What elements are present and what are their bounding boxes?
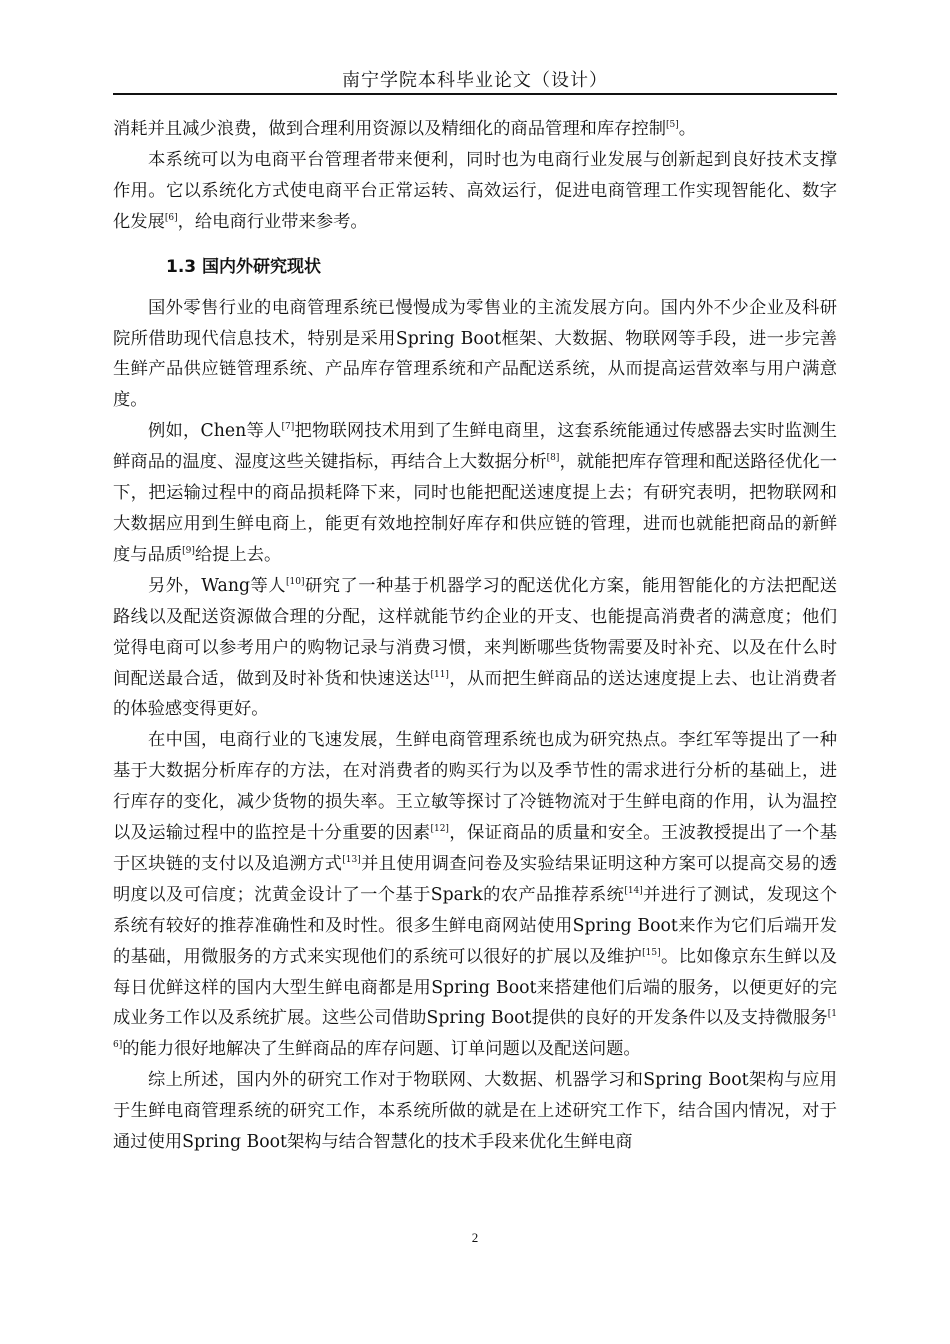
paragraph — [113, 416, 837, 571]
citation-ref: [16] — [113, 1009, 837, 1051]
paragraph-text: ，就能把库存管理和配送路径优化一下，把运输过程中的商品损耗降下来，同时也能把配送速度提上去；有研究表明，把物联网和大数据应用到生鲜电商上，能更有效地控制好库存和供应链的管理，进而也就能把商品的新鲜度与品质 — [113, 452, 837, 565]
paragraph-text: 并进行了测试，发现这个系统有较好的推荐准确性和及时性。很多生鲜电商网站使用Spring Boot来作为它们后端开发的基础，用微服务的方式来实现他们的系统可以很好的扩展以及维护 — [113, 884, 837, 967]
citation-ref: [15] — [642, 947, 661, 958]
citation-ref: [14] — [624, 886, 643, 897]
citation-ref: [7] — [281, 422, 295, 433]
paragraph-text: 。 — [678, 119, 697, 139]
paragraph-text: 给提上去。 — [194, 544, 282, 565]
paragraph: 综上所述，国内外的研究工作对于物联网、大数据、机器学习和Spring Boot架构与应用于生鲜电商管理系统的研究工作，本系统所做的就是在上述研究工作下，结合国内情况，对于通过使用Spring Boot架构与结合智慧化的技术手段来优化生鲜电商 — [113, 1070, 837, 1153]
citation-ref: [12] — [430, 824, 449, 835]
paragraph-text: 另外，Wang等人 — [148, 575, 286, 596]
paragraph-text: 本系统可以为电商平台管理者带来便利，同时也为电商行业发展与创新起到良好技术支撑作用。它以系统化方式使电商平台正常运转、高效运行，促进电商管理工作实现智能化、数字化发展 — [113, 149, 837, 232]
citation-ref: [9] — [182, 546, 195, 557]
paragraph — [113, 571, 837, 726]
citation-ref: [8] — [546, 453, 560, 464]
citation-ref: [10] — [285, 577, 305, 588]
paragraph-text: ，保证商品的质量和安全。王波教授提出了一个基于区块链的支付以及追溯方式 — [113, 823, 837, 874]
running-header: 南宁学院本科毕业论文（设计） — [342, 70, 608, 91]
citation-ref: [11] — [430, 669, 449, 680]
section-heading: 1.3 国内外研究现状 — [166, 256, 322, 277]
paragraph-text: 并且使用调查问卷及实验结果证明这种方案可以提高交易的透明度以及可信度；沈黄金设计了一个基于Spark的农产品推荐系统 — [113, 853, 837, 905]
paragraph — [113, 145, 837, 238]
page-body — [113, 114, 837, 1158]
paragraph-continued — [113, 114, 837, 145]
paragraph-text: ，从而把生鲜商品的送达速度提上去、也让消费者的体验感变得更好。 — [113, 668, 837, 720]
paragraph-text: 的能力很好地解决了生鲜商品的库存问题、订单问题以及配送问题。 — [122, 1039, 641, 1060]
paragraph-text: 。比如像京东生鲜以及每日优鲜这样的国内大型生鲜电商都是用Spring Boot来搭建他们后端的服务，以便更好的完成业务工作以及系统扩展。这些公司借助Spring Boot提供的良好的开发条件以及支持微服务 — [113, 946, 837, 1029]
paragraph-text: 把物联网技术用到了生鲜电商里，这套系统能通过传感器去实时监测生鲜商品的温度、湿度这些关键指标，再结合上大数据分析 — [113, 421, 837, 473]
paragraph-text: 研究了一种基于机器学习的配送优化方案，能用智能化的方法把配送路线以及配送资源做合理的分配，这样就能节约企业的开支、也能提高消费者的满意度；他们觉得电商可以参考用户的购物记录与消费习惯，来判断哪些货物需要及时补充、以及在什么时间配送最合适，做到及时补货和快速送达 — [113, 575, 837, 689]
paragraph: 国外零售行业的电商管理系统已慢慢成为零售业的主流发展方向。国内外不少企业及科研院所借助现代信息技术，特别是采用Spring Boot框架、大数据、物联网等手段，进一步完善生鲜产品供应链管理系统、产品库存管理系统和产品配送系统，从而提高运营效率与用户满意度。 — [113, 297, 837, 411]
citation-ref: [13] — [342, 855, 361, 866]
paragraph-text: ，给电商行业带来参考。 — [177, 211, 368, 232]
paragraph-text: 例如，Chen等人 — [148, 421, 282, 442]
citation-ref: [5] — [666, 120, 679, 131]
header-rule — [113, 93, 837, 95]
paragraph-text: 在中国，电商行业的飞速发展，生鲜电商管理系统也成为研究热点。李红军等提出了一种基于大数据分析库存的方法，在对消费者的购买行为以及季节性的需求进行分析的基础上，进行库存的变化，减少货物的损失率。王立敏等探讨了冷链物流对于生鲜电商的作用，认为温控以及运输过程中的监控是十分重要的因素 — [113, 730, 837, 844]
paragraph — [113, 725, 837, 1065]
citation-ref: [6] — [164, 212, 178, 223]
page-number: 2 — [471, 1230, 479, 1245]
paragraph-text: 消耗并且减少浪费，做到合理利用资源以及精细化的商品管理和库存控制 — [113, 119, 667, 139]
